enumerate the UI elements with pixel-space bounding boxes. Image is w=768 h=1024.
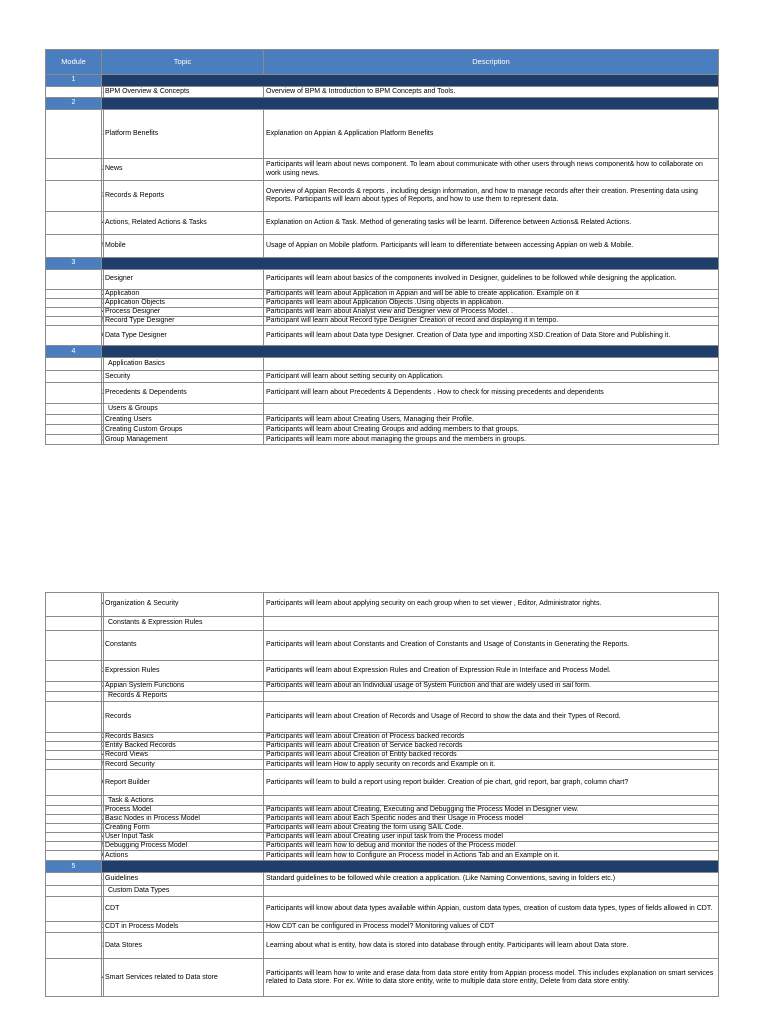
description-cell: Participants will learn about Constants and Creation of Constants and Usage of Constants in Generating the Reports.: [264, 631, 719, 661]
topic-cell: Group Management: [104, 435, 264, 445]
description-cell: Participants will learn about Expression Rules and Creation of Expression Rule in Interface and Process Model.: [264, 661, 719, 682]
table-header-row: [46, 50, 719, 75]
table-row: [46, 824, 719, 833]
header-topic: Topic: [102, 50, 264, 75]
section-title: Records & Reports: [104, 692, 264, 702]
topic-cell: CDT: [104, 897, 264, 922]
topic-cell: Data Type Designer: [104, 326, 264, 346]
table-row: [46, 770, 719, 796]
table-row: [46, 631, 719, 661]
module-number: 5: [46, 861, 102, 873]
table-row: [46, 425, 719, 435]
module-cell: [46, 435, 102, 445]
topic-cell: Designer: [104, 270, 264, 290]
description-cell: [264, 358, 719, 371]
module-cell: [46, 922, 102, 933]
section-row: [46, 404, 719, 415]
module-cell: [46, 87, 102, 98]
description-cell: Participants will learn about Data type Designer. Creation of Data type and importing XSD.Creation of Data Store and Publishing it.: [264, 326, 719, 346]
module-cell: [46, 682, 102, 692]
module-cell: [46, 661, 102, 682]
topic-cell: Creating Users: [104, 415, 264, 425]
module-band: [102, 346, 719, 358]
module-row: [46, 861, 719, 873]
module-cell: [46, 760, 102, 770]
module-cell: [46, 110, 102, 159]
description-cell: Participants will learn about Application in Appian and will be able to create application. Example on it: [264, 290, 719, 299]
module-row: [46, 258, 719, 270]
table-row: [46, 270, 719, 290]
section-title: Constants & Expression Rules: [104, 617, 264, 631]
description-cell: Participants will learn how to write and erase data from data store entity from Appian process model. This includes explanation on smart services related to Data store. For ex. Write to data store entity, write to multiple data store entity, Delete from data store entity.: [264, 959, 719, 997]
table-row: [46, 897, 719, 922]
module-cell: [46, 212, 102, 235]
table-row: [46, 110, 719, 159]
description-cell: [264, 617, 719, 631]
table-row: [46, 290, 719, 299]
table-row: [46, 159, 719, 181]
topic-cell: Records: [104, 702, 264, 733]
module-band: [102, 861, 719, 873]
description-cell: Participants will learn about news component. To learn about communicate with other users through news component& how to collaborate on work using news.: [264, 159, 719, 181]
module-number: 2: [46, 98, 102, 110]
table-body-page-1: [46, 75, 719, 445]
table-row: [46, 212, 719, 235]
description-cell: Participants will learn about Application Objects .Using objects in application.: [264, 299, 719, 308]
description-cell: Overview of Appian Records & reports , including design information, and how to manage records after their creation. Presenting data using Reports. Participants will learn about types of Reports, and how to use them to represent data.: [264, 181, 719, 212]
topic-cell: Creating Custom Groups: [104, 425, 264, 435]
topic-cell: Records Basics: [104, 733, 264, 742]
module-cell: [46, 751, 102, 760]
table-row: [46, 851, 719, 861]
module-cell: [46, 593, 102, 617]
description-cell: Participants will learn about Creating Users, Managing their Profile.: [264, 415, 719, 425]
topic-cell: Mobile: [104, 235, 264, 258]
topic-cell: Debugging Process Model: [104, 842, 264, 851]
module-band: [102, 98, 719, 110]
description-cell: How CDT can be configured in Process model? Monitoring values of CDT: [264, 922, 719, 933]
module-number: 4: [46, 346, 102, 358]
module-cell: [46, 270, 102, 290]
table-row: [46, 733, 719, 742]
table-row: [46, 959, 719, 997]
module-cell: [46, 181, 102, 212]
module-cell: [46, 824, 102, 833]
topic-cell: CDT in Process Models: [104, 922, 264, 933]
description-cell: Participants will learn about Creation of Service backed records: [264, 742, 719, 751]
topic-cell: Application: [104, 290, 264, 299]
description-cell: Usage of Appian on Mobile platform. Participants will learn to differentiate between accessing Appian on web & Mobile.: [264, 235, 719, 258]
section-row: [46, 886, 719, 897]
description-cell: Standard guidelines to be followed while creation a application. (Like Naming Conventions, saving in folders etc.): [264, 873, 719, 886]
module-number: 3: [46, 258, 102, 270]
module-cell: [46, 358, 102, 371]
topic-cell: Entity Backed Records: [104, 742, 264, 751]
description-cell: Participants will learn How to apply security on records and Example on it.: [264, 760, 719, 770]
topic-cell: Record Type Designer: [104, 317, 264, 326]
description-cell: Participants will learn about Analyst view and Designer view of Process Model. .: [264, 308, 719, 317]
module-number: 1: [46, 75, 102, 87]
description-cell: Participants will learn how to Configure an Process model in Actions Tab and an Example on it.: [264, 851, 719, 861]
topic-cell: Process Designer: [104, 308, 264, 317]
table-row: [46, 415, 719, 425]
topic-cell: Expression Rules: [104, 661, 264, 682]
topic-cell: User Input Task: [104, 833, 264, 842]
table-row: [46, 702, 719, 733]
topic-cell: Record Security: [104, 760, 264, 770]
topic-cell: Appian System Functions: [104, 682, 264, 692]
module-cell: [46, 404, 102, 415]
module-cell: [46, 833, 102, 842]
table-row: [46, 87, 719, 98]
topic-cell: Basic Nodes in Process Model: [104, 815, 264, 824]
topic-cell: Constants: [104, 631, 264, 661]
module-cell: [46, 425, 102, 435]
table-row: [46, 317, 719, 326]
module-cell: [46, 290, 102, 299]
description-cell: Participants will learn about Creating, Executing and Debugging the Process Model in Designer view.: [264, 806, 719, 815]
description-cell: Participants will learn about Creating Groups and adding members to that groups.: [264, 425, 719, 435]
module-cell: [46, 806, 102, 815]
module-cell: [46, 299, 102, 308]
topic-cell: Organization & Security: [104, 593, 264, 617]
section-title: Task & Actions: [104, 796, 264, 806]
description-cell: Participants will learn about Each Specific nodes and their Usage in Process model: [264, 815, 719, 824]
description-cell: Learning about what is entity, how data is stored into database through entity. Participants will learn about Data store.: [264, 933, 719, 959]
module-cell: [46, 383, 102, 404]
module-cell: [46, 617, 102, 631]
table-row: [46, 181, 719, 212]
section-title: Custom Data Types: [104, 886, 264, 897]
module-cell: [46, 933, 102, 959]
module-cell: [46, 886, 102, 897]
topic-cell: Security: [104, 371, 264, 383]
description-cell: Overview of BPM & Introduction to BPM Concepts and Tools.: [264, 87, 719, 98]
table-row: [46, 922, 719, 933]
table-row: [46, 815, 719, 824]
description-cell: Participants will learn about Creating the form using SAIL Code.: [264, 824, 719, 833]
description-cell: Participants will learn more about managing the groups and the members in groups.: [264, 435, 719, 445]
module-cell: [46, 415, 102, 425]
module-cell: [46, 851, 102, 861]
module-band: [102, 75, 719, 87]
topic-cell: BPM Overview & Concepts: [104, 87, 264, 98]
description-cell: Explanation on Action & Task. Method of generating tasks will be learnt. Difference between Actions& Related Actions.: [264, 212, 719, 235]
table-row: [46, 435, 719, 445]
section-row: [46, 617, 719, 631]
table-row: [46, 593, 719, 617]
topic-cell: Smart Services related to Data store: [104, 959, 264, 997]
table-row: [46, 682, 719, 692]
description-cell: Participants will learn about Creating user input task from the Process model: [264, 833, 719, 842]
table-row: [46, 842, 719, 851]
table-row: [46, 806, 719, 815]
topic-cell: Report Builder: [104, 770, 264, 796]
topic-cell: Actions: [104, 851, 264, 861]
description-cell: Participants will learn to build a report using report builder. Creation of pie chart, grid report, bar graph, column chart?: [264, 770, 719, 796]
table-body-page-2: [46, 593, 719, 997]
header-module: Module: [46, 50, 102, 75]
description-cell: [264, 404, 719, 415]
table-row: [46, 751, 719, 760]
curriculum-table-page-2: [45, 592, 719, 997]
topic-cell: Actions, Related Actions & Tasks: [104, 212, 264, 235]
topic-cell: Platform Benefits: [104, 110, 264, 159]
description-cell: Participants will learn about basics of the components involved in Designer, guidelines to be followed while designing the application.: [264, 270, 719, 290]
table-row: [46, 235, 719, 258]
section-row: [46, 358, 719, 371]
module-cell: [46, 159, 102, 181]
module-cell: [46, 873, 102, 886]
module-cell: [46, 897, 102, 922]
section-title: Users & Groups: [104, 404, 264, 415]
description-cell: Participants will learn about Creation of Entity backed records: [264, 751, 719, 760]
section-row: [46, 692, 719, 702]
section-title: Application Basics: [104, 358, 264, 371]
topic-cell: Records & Reports: [104, 181, 264, 212]
table-row: [46, 933, 719, 959]
header-description: Description: [264, 50, 719, 75]
table-row: [46, 299, 719, 308]
module-cell: [46, 959, 102, 997]
module-cell: [46, 317, 102, 326]
description-cell: [264, 796, 719, 806]
topic-cell: Precedents & Dependents: [104, 383, 264, 404]
description-cell: [264, 886, 719, 897]
table-row: [46, 760, 719, 770]
description-cell: Participant will learn about Precedents & Dependents . How to check for missing precedents and dependents: [264, 383, 719, 404]
description-cell: Participant will learn about Record type Designer Creation of record and displaying it in tempo.: [264, 317, 719, 326]
topic-cell: Record Views: [104, 751, 264, 760]
module-cell: [46, 815, 102, 824]
curriculum-table-page-1: [45, 49, 719, 445]
module-row: [46, 75, 719, 87]
module-cell: [46, 326, 102, 346]
module-cell: [46, 702, 102, 733]
description-cell: Participants will learn about Creation of Records and Usage of Record to show the data and their Types of Record.: [264, 702, 719, 733]
module-cell: [46, 308, 102, 317]
table-row: [46, 326, 719, 346]
module-cell: [46, 796, 102, 806]
description-cell: Participants will know about data types available within Appian, custom data types, creation of custom data types, types of fields allowed in CDT.: [264, 897, 719, 922]
module-row: [46, 346, 719, 358]
description-cell: Participants will learn how to debug and monitor the nodes of the Process model: [264, 842, 719, 851]
table-row: [46, 742, 719, 751]
module-cell: [46, 371, 102, 383]
table-row: [46, 873, 719, 886]
section-row: [46, 796, 719, 806]
topic-cell: Application Objects: [104, 299, 264, 308]
module-band: [102, 258, 719, 270]
topic-cell: Creating Form: [104, 824, 264, 833]
description-cell: Participants will learn about Creation of Process backed records: [264, 733, 719, 742]
description-cell: Explanation on Appian & Application Platform Benefits: [264, 110, 719, 159]
description-cell: Participant will learn about setting security on Application.: [264, 371, 719, 383]
topic-cell: Guidelines: [104, 873, 264, 886]
module-cell: [46, 742, 102, 751]
module-cell: [46, 842, 102, 851]
description-cell: [264, 692, 719, 702]
module-cell: [46, 692, 102, 702]
module-cell: [46, 770, 102, 796]
table-row: [46, 308, 719, 317]
table-row: [46, 383, 719, 404]
module-cell: [46, 631, 102, 661]
table-row: [46, 661, 719, 682]
module-cell: [46, 235, 102, 258]
topic-cell: Data Stores: [104, 933, 264, 959]
table-row: [46, 833, 719, 842]
description-cell: Participants will learn about applying security on each group when to set viewer , Editor, Administrator rights.: [264, 593, 719, 617]
table-row: [46, 371, 719, 383]
module-cell: [46, 733, 102, 742]
topic-cell: Process Model: [104, 806, 264, 815]
topic-cell: News: [104, 159, 264, 181]
description-cell: Participants will learn about an Individual usage of System Function and that are widely used in sail form.: [264, 682, 719, 692]
module-row: [46, 98, 719, 110]
